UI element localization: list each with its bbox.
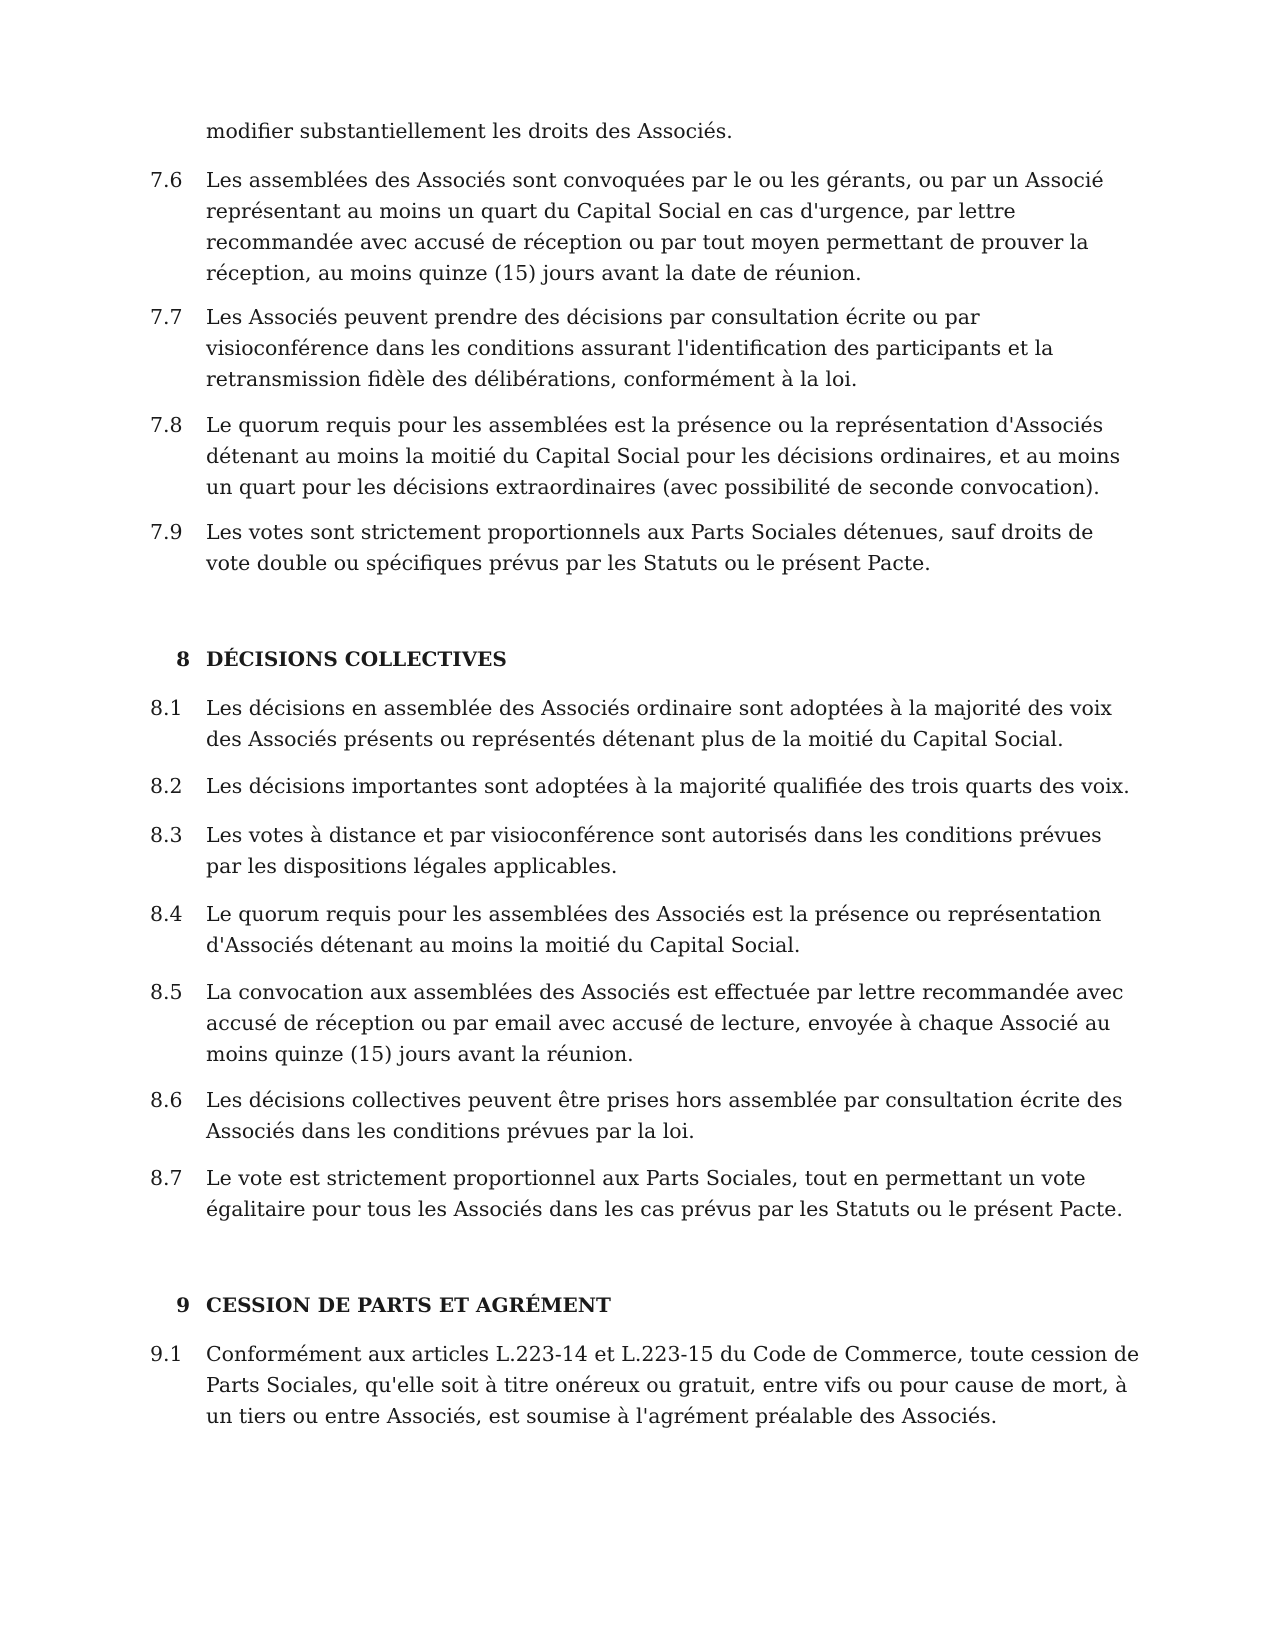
clause-text: Les Associés peuvent prendre des décisions par consultation écrite ou par visioconférence dans les conditions assurant l'identification des participants et la retransmission fidèle des délibérations, conformément à la loi.: [206, 305, 1054, 391]
clause-8-7: [150, 1163, 1140, 1225]
clause-number: 7.7: [150, 305, 183, 329]
continuation-text: modifier substantiellement les droits des Associés.: [206, 119, 733, 143]
clause-8-2: [150, 771, 1140, 802]
clause-text: Les assemblées des Associés sont convoquées par le ou les gérants, ou par un Associé représentant au moins un quart du Capital Social en cas d'urgence, par lettre recommandée avec accusé de réception ou par tout moyen permettant de prouver la réception, au moins quinze (15) jours avant la date de réunion.: [206, 168, 1104, 285]
clause-7-7: [150, 302, 1140, 395]
clause-number: 7.6: [150, 168, 183, 192]
clause-8-6: [150, 1085, 1140, 1147]
clause-text: Les décisions collectives peuvent être prises hors assemblée par consultation écrite des Associés dans les conditions prévues par la loi.: [206, 1088, 1123, 1143]
clause-text: Les votes sont strictement proportionnels aux Parts Sociales détenues, sauf droits de vote double ou spécifiques prévus par les Statuts ou le présent Pacte.: [206, 520, 1094, 575]
clause-text: Les votes à distance et par visioconférence sont autorisés dans les conditions prévues par les dispositions légales applicables.: [206, 823, 1102, 878]
clause-text: La convocation aux assemblées des Associés est effectuée par lettre recommandée avec accusé de réception ou par email avec accusé de lecture, envoyée à chaque Associé au moins quinze (15) jours avant la réunion.: [206, 980, 1124, 1066]
clause-number: 8.3: [150, 823, 183, 847]
clause-9-1: [150, 1339, 1140, 1432]
clause-number: 8.7: [150, 1166, 183, 1190]
clause-7-8: [150, 410, 1140, 503]
clause-number: 8.6: [150, 1088, 183, 1112]
clause-text: Le vote est strictement proportionnel aux Parts Sociales, tout en permettant un vote égalitaire pour tous les Associés dans les cas prévus par les Statuts ou le présent Pacte.: [206, 1166, 1123, 1221]
section-number: 8: [176, 647, 190, 671]
clause-text: Conformément aux articles L.223-14 et L.223-15 du Code de Commerce, toute cession de Parts Sociales, qu'elle soit à titre onéreux ou gratuit, entre vifs ou pour cause de mort, à un tiers ou entre Associés, est soumise à l'agrément préalable des Associés.: [206, 1342, 1140, 1428]
clause-8-4: [150, 899, 1140, 961]
clause-number: 7.9: [150, 520, 183, 544]
section-heading-9: [150, 1290, 1140, 1320]
clause-text: Le quorum requis pour les assemblées des Associés est la présence ou représentation d'Associés détenant au moins la moitié du Capital Social.: [206, 902, 1102, 957]
clause-8-3: [150, 820, 1140, 882]
clause-7-9: [150, 517, 1140, 579]
clause-number: 7.8: [150, 413, 183, 437]
clause-7-6: [150, 165, 1140, 289]
clause-number: 8.1: [150, 696, 183, 720]
section-heading-8: [150, 644, 1140, 674]
clause-text: Le quorum requis pour les assemblées est la présence ou la représentation d'Associés détenant au moins la moitié du Capital Social pour les décisions ordinaires, et au moins un quart pour les décisions extraordinaires (avec possibilité de seconde convocation).: [206, 413, 1121, 499]
section-number: 9: [176, 1293, 190, 1317]
section-title: DÉCISIONS COLLECTIVES: [206, 647, 507, 671]
clause-number: 8.4: [150, 902, 183, 926]
clause-number: 8.5: [150, 980, 183, 1004]
clause-text: Les décisions importantes sont adoptées à la majorité qualifiée des trois quarts des voix.: [206, 774, 1130, 798]
clause-number: 9.1: [150, 1342, 183, 1366]
clause-8-5: [150, 977, 1140, 1070]
section-title: CESSION DE PARTS ET AGRÉMENT: [206, 1293, 611, 1317]
clause-8-1: [150, 693, 1140, 755]
clause-text: Les décisions en assemblée des Associés ordinaire sont adoptées à la majorité des voix des Associés présents ou représentés détenant plus de la moitié du Capital Social.: [206, 696, 1112, 751]
clause-number: 8.2: [150, 774, 183, 798]
